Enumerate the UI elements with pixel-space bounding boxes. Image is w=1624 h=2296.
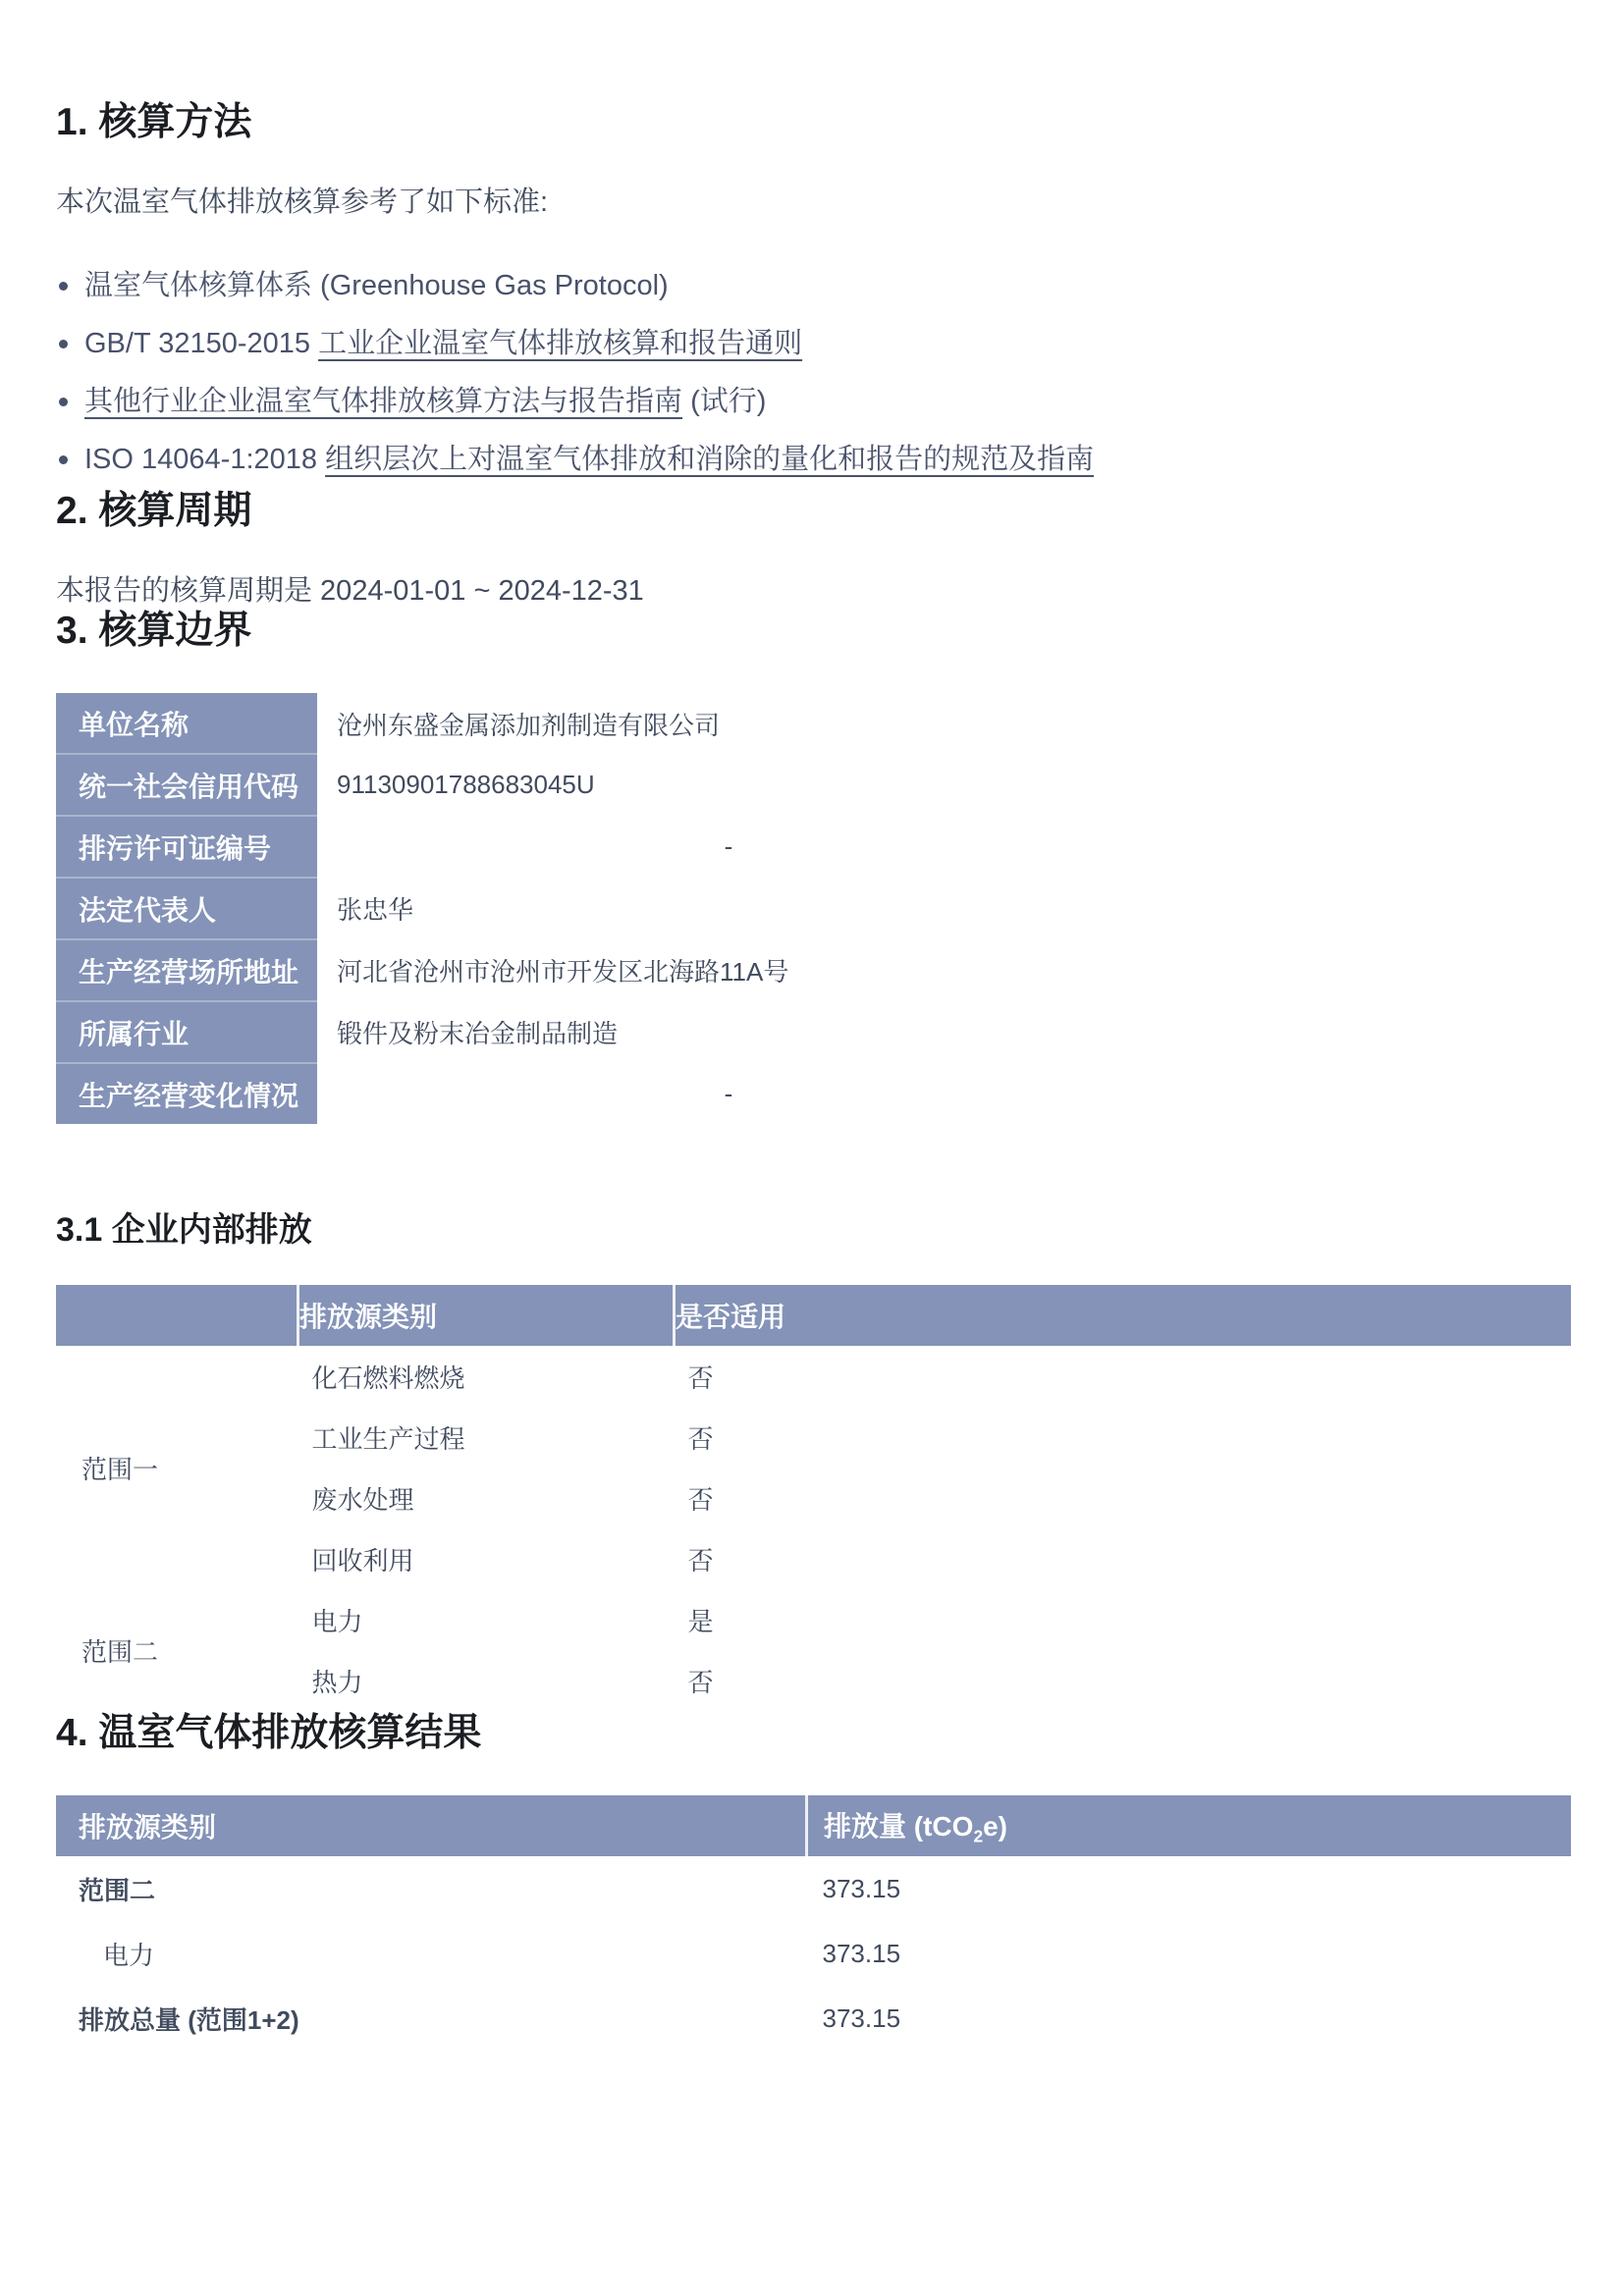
row-value: - — [724, 831, 733, 861]
applicable-cell: 是 — [687, 1606, 714, 1636]
row-label: 生产经营场所地址 — [56, 939, 317, 1001]
column-header-applicable: 是否适用 — [675, 1285, 1572, 1346]
row-value: 沧州东盛金属添加剂制造有限公司 — [337, 710, 721, 740]
applicable-cell: 否 — [687, 1545, 714, 1575]
amount-unit-subscript: 2 — [973, 1826, 984, 1846]
row-value: 91130901788683045U — [337, 770, 595, 799]
source-cell: 工业生产过程 — [311, 1423, 465, 1454]
table-row — [56, 1346, 1571, 1407]
standards-list — [56, 257, 1571, 489]
table-row — [56, 1986, 1571, 2051]
table-header-row — [56, 1795, 1571, 1856]
standard-item-iso14064 — [56, 431, 1571, 489]
results-table — [56, 1795, 1571, 2051]
table-row — [56, 754, 1141, 816]
column-header-source: 排放源类别 — [56, 1795, 807, 1856]
row-value: - — [724, 1078, 733, 1108]
standard-text: ISO 14064-1:2018 — [84, 444, 326, 475]
row-value: 河北省沧州市沧州市开发区北海路11A号 — [337, 957, 789, 987]
result-label: 排放总量 (范围1+2) — [79, 2004, 299, 2035]
standard-suffix: (试行) — [682, 386, 767, 417]
applicable-cell: 否 — [687, 1484, 714, 1515]
table-row — [56, 693, 1141, 754]
table-row — [56, 1001, 1141, 1063]
result-value: 373.15 — [822, 1938, 901, 1968]
table-row — [56, 1921, 1571, 1986]
row-label: 法定代表人 — [56, 878, 317, 939]
standard-title-underlined: 组织层次上对温室气体排放和消除的量化和报告的规范及指南 — [325, 444, 1095, 475]
row-value: 锻件及粉末冶金制品制造 — [337, 1019, 619, 1048]
section-4-heading: 4. 温室气体排放核算结果 — [56, 1712, 482, 1754]
table-row — [56, 878, 1141, 939]
table-header-row — [56, 1285, 1571, 1346]
table-row — [56, 1063, 1141, 1124]
result-value: 373.15 — [822, 1873, 901, 1903]
standard-item-gbt32150 — [56, 315, 1571, 373]
method-intro: 本次温室气体排放核算参考了如下标准: — [56, 187, 549, 218]
section-3-1-heading: 3.1 企业内部排放 — [56, 1211, 312, 1249]
column-header-scope — [56, 1285, 298, 1346]
amount-unit-suffix: e) — [983, 1810, 1007, 1842]
source-cell: 废水处理 — [311, 1484, 414, 1515]
table-row — [56, 1589, 1571, 1650]
row-label: 单位名称 — [56, 693, 317, 754]
standard-item-other-industry-guide — [56, 373, 1571, 431]
source-cell: 电力 — [311, 1606, 363, 1636]
amount-unit-text: 排放量 (tCO — [824, 1810, 974, 1842]
row-label: 生产经营变化情况 — [56, 1063, 317, 1124]
result-label: 电力 — [103, 1940, 155, 1970]
row-label: 统一社会信用代码 — [56, 754, 317, 816]
standard-text: 温室气体核算体系 (Greenhouse Gas Protocol) — [84, 270, 669, 301]
row-label: 所属行业 — [56, 1001, 317, 1063]
source-cell: 热力 — [311, 1667, 363, 1697]
boundary-table — [56, 693, 1141, 1124]
row-value: 张忠华 — [337, 895, 414, 925]
section-2-heading: 2. 核算周期 — [56, 490, 252, 532]
applicable-cell: 否 — [687, 1423, 714, 1454]
source-cell: 回收利用 — [311, 1545, 414, 1575]
result-value: 373.15 — [822, 2002, 901, 2033]
standard-title-underlined: 工业企业温室气体排放核算和报告通则 — [318, 328, 803, 359]
result-label: 范围二 — [79, 1875, 156, 1905]
standard-text: GB/T 32150-2015 — [84, 328, 319, 359]
column-header-source: 排放源类别 — [298, 1285, 675, 1346]
table-row — [56, 816, 1141, 878]
scope-2-label: 范围二 — [81, 1636, 159, 1667]
applicable-cell: 否 — [687, 1667, 714, 1697]
table-row — [56, 939, 1141, 1001]
section-3-heading: 3. 核算边界 — [56, 610, 252, 652]
section-1-heading: 1. 核算方法 — [56, 101, 252, 143]
column-header-amount — [807, 1795, 1572, 1856]
period-text: 本报告的核算周期是 2024-01-01 ~ 2024-12-31 — [56, 575, 644, 607]
standard-item-ghg-protocol — [56, 257, 1571, 315]
scope-1-label: 范围一 — [81, 1454, 159, 1484]
applicable-cell: 否 — [687, 1362, 714, 1393]
source-cell: 化石燃料燃烧 — [311, 1362, 465, 1393]
internal-emissions-table — [56, 1285, 1571, 1711]
table-row — [56, 1856, 1571, 1921]
standard-title-underlined: 其他行业企业温室气体排放核算方法与报告指南 — [84, 386, 683, 417]
row-label: 排污许可证编号 — [56, 816, 317, 878]
